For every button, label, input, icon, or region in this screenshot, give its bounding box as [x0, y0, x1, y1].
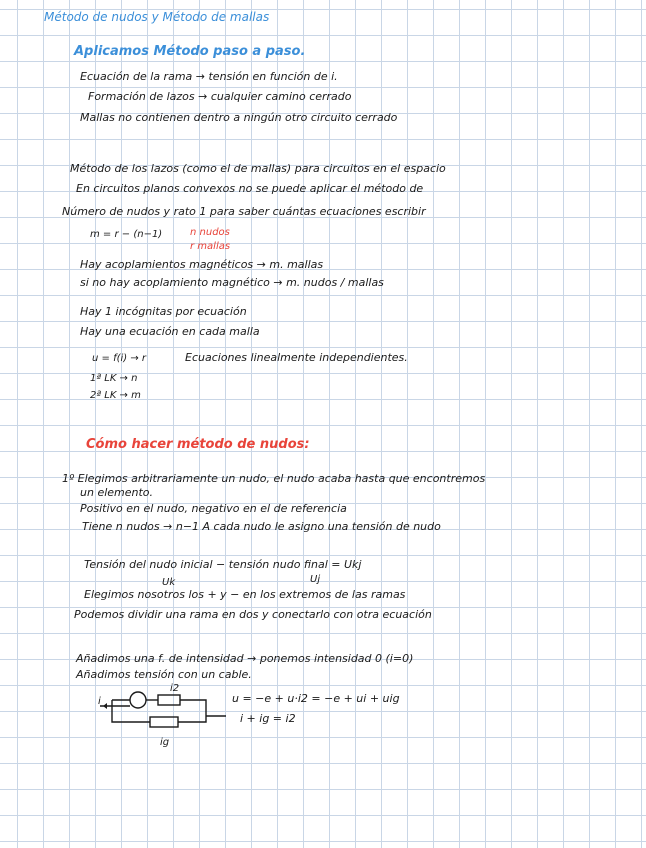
node-label-uj: Uj — [310, 574, 321, 585]
note-line: Podemos dividir una rama en dos y conectarlo con otra ecuación — [74, 608, 432, 621]
circuit-label-ig: ig — [160, 737, 170, 748]
note-line: Hay una ecuación en cada malla — [80, 325, 260, 338]
equation-line: u = f(i) → r — [92, 353, 147, 364]
circuit-wire — [178, 716, 226, 722]
note-line: Añadimos una f. de intensidad → ponemos intensidad 0 (i=0) — [76, 652, 414, 665]
equation-line: 2ª LK → m — [90, 390, 141, 401]
page-title: Método de nudos y Método de mallas — [44, 10, 270, 24]
note-line: Tiene n nudos → n−1 A cada nudo le asigno una tensión de nudo — [82, 520, 441, 533]
legend-nudos: n nudos — [190, 227, 230, 238]
note-line: Positivo en el nudo, negativo en el de referencia — [80, 502, 347, 515]
resistor-icon — [158, 695, 180, 705]
note-line: Mallas no contienen dentro a ningún otro circuito cerrado — [80, 111, 398, 124]
formula-mesh-count: m = r − (n−1) — [90, 229, 163, 240]
equation-line: 1ª LK → n — [90, 373, 138, 384]
note-line: Elegimos nosotros los + y − en los extremos de las ramas — [84, 588, 406, 601]
circuit-label-i2: i2 — [170, 683, 180, 694]
note-line: Método de los lazos (como el de mallas) para circuitos en el espacio — [70, 162, 446, 175]
section-heading-step-by-step: Aplicamos Método paso a paso. — [74, 44, 306, 59]
circuit-equation: u = −e + u·i2 = −e + ui + uig — [232, 692, 400, 705]
current-arrow-icon — [103, 703, 107, 709]
equation-note: Ecuaciones linealmente independientes. — [185, 351, 408, 364]
circuit-equation: i + ig = i2 — [240, 712, 296, 725]
note-line: si no hay acoplamiento magnético → m. nudos / mallas — [80, 276, 384, 289]
circuit-wire — [180, 700, 206, 716]
circuit-label-i: i — [98, 696, 101, 707]
note-line: Ecuación de la rama → tensión en función de i. — [80, 70, 338, 83]
note-line: un elemento. — [80, 486, 154, 499]
note-line: Hay acoplamientos magnéticos → m. mallas — [80, 258, 324, 271]
node-label-uk: Uk — [162, 577, 176, 588]
section-heading-nodal-method: Cómo hacer método de nudos: — [86, 437, 310, 452]
note-line: 1º Elegimos arbitrariamente un nudo, el nudo acaba hasta que encontremos — [62, 472, 486, 485]
note-line: Tensión del nudo inicial − tensión nudo final = Ukj — [84, 558, 362, 571]
note-line: Hay 1 incógnitas por ecuación — [80, 305, 247, 318]
note-line: En circuitos planos convexos no se puede aplicar el método de — [76, 182, 424, 195]
resistor-icon — [150, 717, 178, 727]
source-icon — [130, 692, 146, 708]
note-line: Número de nudos y rato 1 para saber cuántas ecuaciones escribir — [62, 205, 426, 218]
legend-mallas: r mallas — [190, 241, 231, 252]
note-line: Añadimos tensión con un cable. — [76, 668, 252, 681]
note-line: Formación de lazos → cualquier camino cerrado — [88, 90, 352, 103]
